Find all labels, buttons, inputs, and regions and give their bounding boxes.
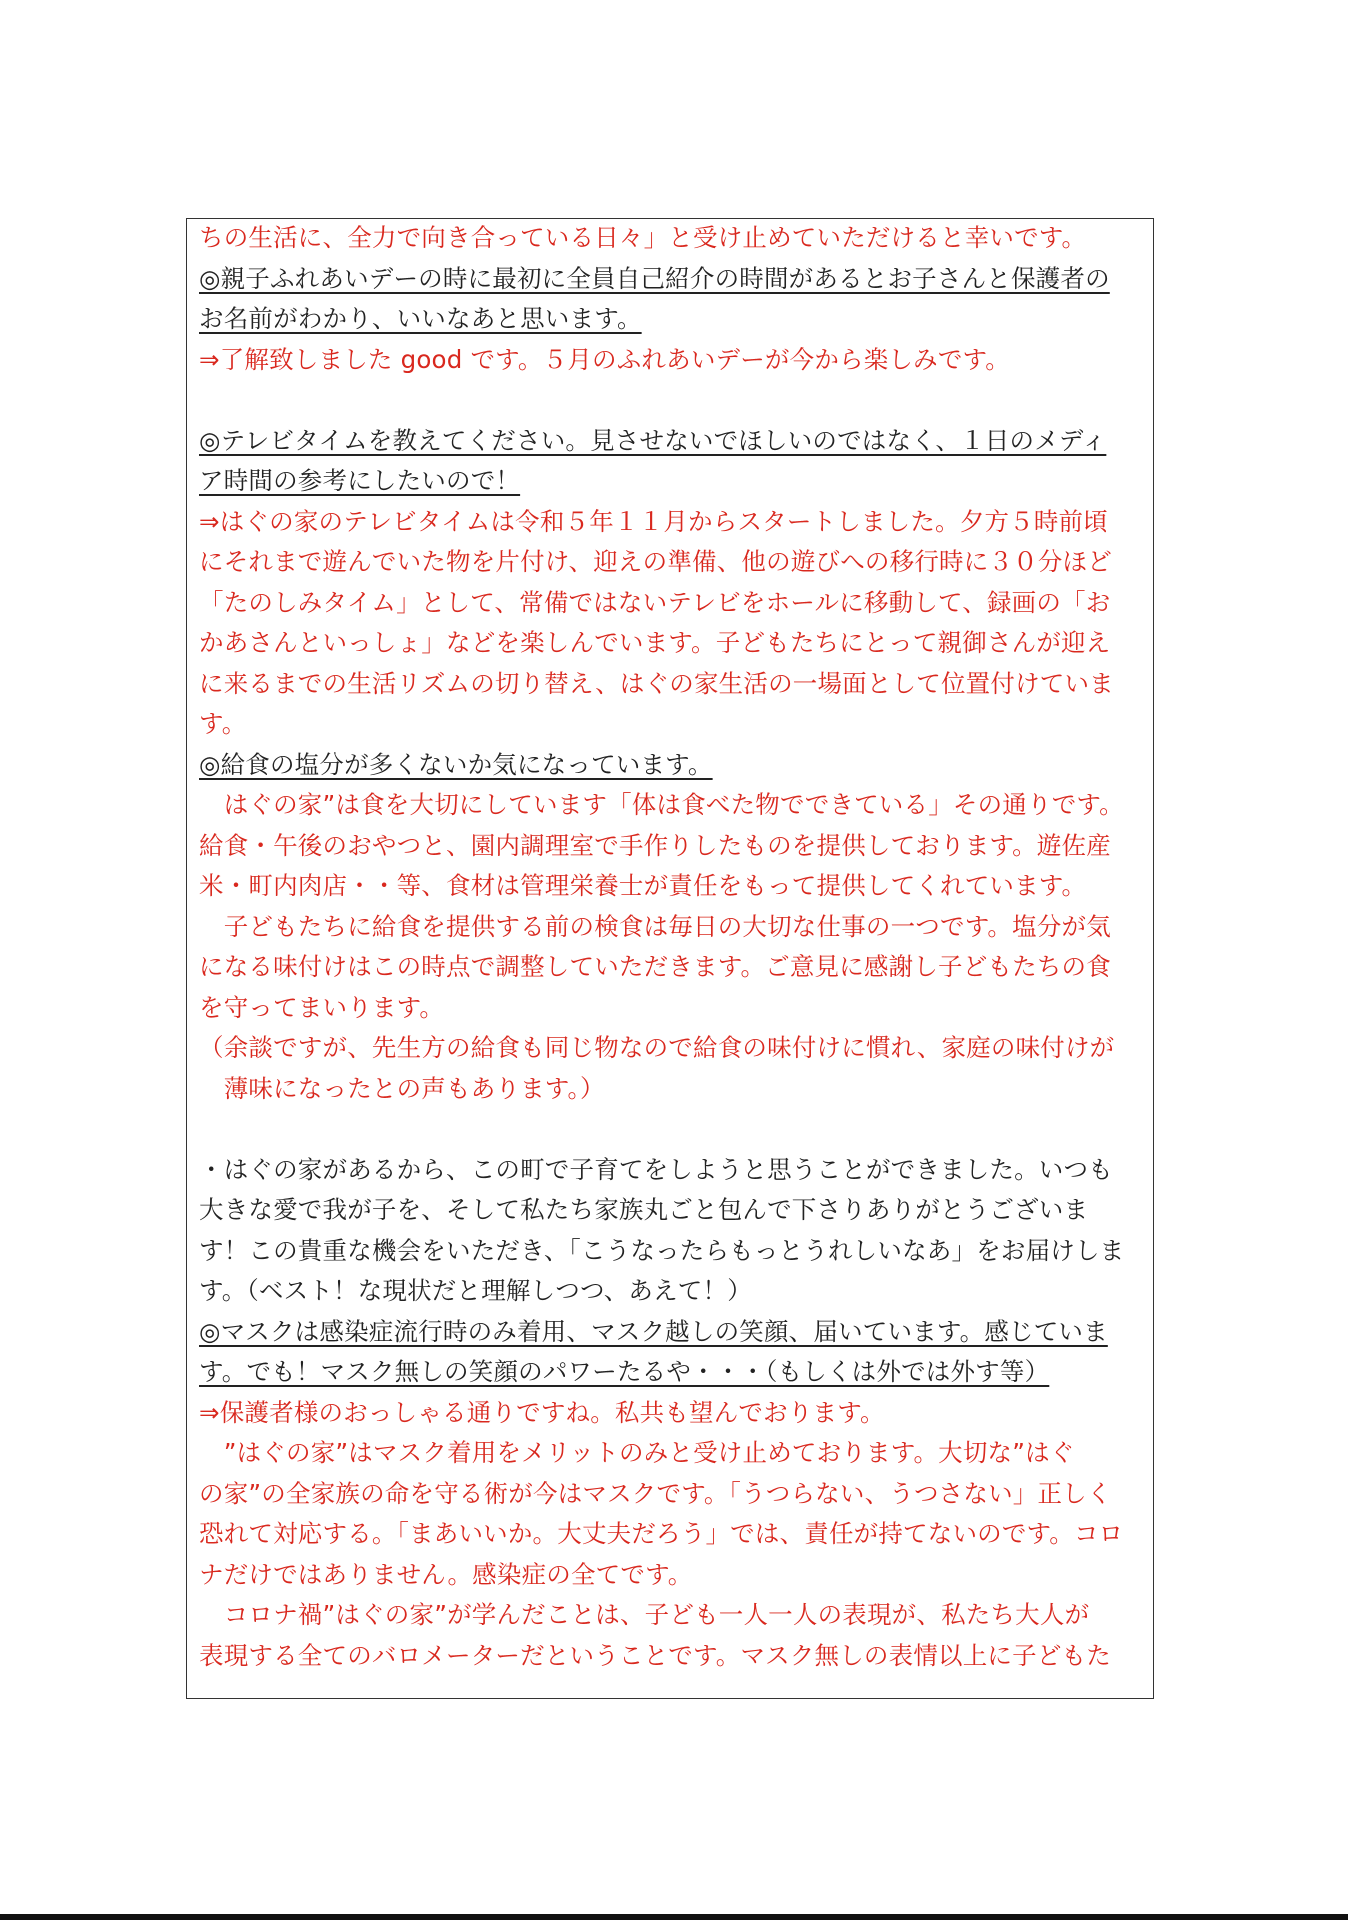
line-text: お名前がわかり、いいなあと思います。 bbox=[199, 304, 642, 333]
text-line bbox=[199, 866, 1144, 907]
text-line bbox=[199, 826, 1144, 867]
text-line bbox=[199, 1190, 1144, 1231]
line-text: 子どもたちに給食を提供する前の検食は毎日の大切な仕事の一つです。塩分が気 bbox=[199, 911, 1111, 941]
text-line bbox=[199, 623, 1144, 664]
line-text: ⇒了解致しました good です。５月のふれあいデーが今から楽しみです。 bbox=[199, 344, 1010, 374]
text-line bbox=[199, 1231, 1144, 1272]
line-text: ⇒保護者様のおっしゃる通りですね。私共も望んでおります。 bbox=[199, 1397, 885, 1427]
line-text: （余談ですが、先生方の給食も同じ物なので給食の味付けに慣れ、家庭の味付けが bbox=[199, 1033, 1115, 1062]
line-text: ◎テレビタイムを教えてください。見させないでほしいのではなく、１日のメディ bbox=[199, 425, 1107, 455]
line-text: ◎給食の塩分が多くないか気になっています。 bbox=[199, 749, 713, 779]
text-line bbox=[199, 1271, 1144, 1312]
text-line bbox=[199, 502, 1144, 543]
line-text: ◎親子ふれあいデーの時に最初に全員自己紹介の時間があるとお子さんと保護者の bbox=[199, 263, 1110, 293]
line-text: ちの生活に、全力で向き合っている日々」と受け止めていただけると幸いです。 bbox=[199, 223, 1087, 252]
line-text: す。でも！マスク無しの笑顔のパワーたるや・・・（もしくは外では外す等） bbox=[199, 1357, 1050, 1386]
line-text: 「たのしみタイム」として、常備ではないテレビをホールに移動して、録画の「お bbox=[199, 587, 1111, 617]
blank-line bbox=[199, 1109, 1144, 1150]
text-line bbox=[199, 1514, 1144, 1555]
line-text: す。 bbox=[199, 709, 247, 738]
line-text: 米・町内肉店・・等、食材は管理栄養士が責任をもって提供してくれています。 bbox=[199, 871, 1087, 900]
text-line bbox=[199, 1312, 1144, 1353]
text-line bbox=[199, 542, 1144, 583]
line-text: す。（ベスト！な現状だと理解しつつ、あえて！） bbox=[199, 1276, 752, 1305]
line-text: になる味付けはこの時点で調整していただきます。ご意見に感謝し子どもたちの食 bbox=[199, 952, 1111, 981]
line-text: 恐れて対応する。「まあいいか。大丈夫だろう」では、責任が持てないのです。コロ bbox=[199, 1519, 1124, 1548]
text-line bbox=[199, 745, 1144, 786]
text-line bbox=[199, 907, 1144, 948]
text-line bbox=[199, 1636, 1144, 1677]
line-text: にそれまで遊んでいた物を片付け、迎えの準備、他の遊びへの移行時に３０分ほど bbox=[199, 547, 1112, 576]
text-line bbox=[199, 259, 1144, 300]
text-line bbox=[199, 664, 1144, 705]
text-line bbox=[199, 461, 1144, 502]
line-text: ・はぐの家があるから、この町で子育てをしようと思うことができました。いつも bbox=[199, 1154, 1113, 1184]
text-line bbox=[199, 218, 1144, 259]
text-line bbox=[199, 704, 1144, 745]
line-text: ⇒はぐの家のテレビタイムは令和５年１１月からスタートしました。夕方５時前頃 bbox=[199, 506, 1108, 536]
text-line bbox=[199, 1555, 1144, 1596]
line-text: ◎マスクは感染症流行時のみ着用、マスク越しの笑顔、届いています。感じていま bbox=[199, 1316, 1108, 1346]
page-bottom-border bbox=[0, 1914, 1348, 1920]
text-line bbox=[199, 1433, 1144, 1474]
line-text: 大きな愛で我が子を、そして私たち家族丸ごと包んで下さりありがとうございま bbox=[199, 1195, 1089, 1224]
text-line bbox=[199, 1150, 1144, 1191]
line-text: ナだけではありません。感染症の全てです。 bbox=[199, 1559, 693, 1589]
line-text: ア時間の参考にしたいので！ bbox=[199, 466, 521, 495]
line-text: 表現する全てのバロメーターだということです。マスク無しの表情以上に子どもた bbox=[199, 1640, 1111, 1670]
line-text: の家”の全家族の命を守る術が今はマスクです。「うつらない、うつさない」正しく bbox=[199, 1478, 1112, 1508]
line-text: 薄味になったとの声もあります。） bbox=[199, 1073, 605, 1103]
text-line bbox=[199, 988, 1144, 1029]
text-line bbox=[199, 1595, 1144, 1636]
line-text: に来るまでの生活リズムの切り替え、はぐの家生活の一場面として位置付けていま bbox=[199, 668, 1114, 698]
line-text: はぐの家”は食を大切にしています「体は食べた物でできている」その通りです。 bbox=[199, 790, 1124, 819]
line-text: コロナ禍”はぐの家”が学んだことは、子ども一人一人の表現が、私たち大人が bbox=[199, 1600, 1090, 1629]
document-body bbox=[199, 218, 1144, 1676]
line-text: す！この貴重な機会をいただき、「こうなったらもっとうれしいなあ」をお届けしま bbox=[199, 1235, 1125, 1265]
blank-line bbox=[199, 380, 1144, 421]
text-line bbox=[199, 583, 1144, 624]
text-line bbox=[199, 340, 1144, 381]
text-line bbox=[199, 421, 1144, 462]
text-line bbox=[199, 785, 1144, 826]
text-line bbox=[199, 1352, 1144, 1393]
text-line bbox=[199, 947, 1144, 988]
line-text: かあさんといっしょ」などを楽しんでいます。子どもたちにとって親御さんが迎え bbox=[199, 628, 1111, 657]
text-line bbox=[199, 1474, 1144, 1515]
text-line bbox=[199, 1069, 1144, 1110]
line-text: を守ってまいります。 bbox=[199, 992, 445, 1022]
text-line bbox=[199, 1028, 1144, 1069]
line-text: ”はぐの家”はマスク着用をメリットのみと受け止めております。大切な”はぐ bbox=[199, 1438, 1075, 1467]
text-line bbox=[199, 1393, 1144, 1434]
text-line bbox=[199, 299, 1144, 340]
line-text: 給食・午後のおやつと、園内調理室で手作りしたものを提供しております。遊佐産 bbox=[199, 830, 1111, 860]
